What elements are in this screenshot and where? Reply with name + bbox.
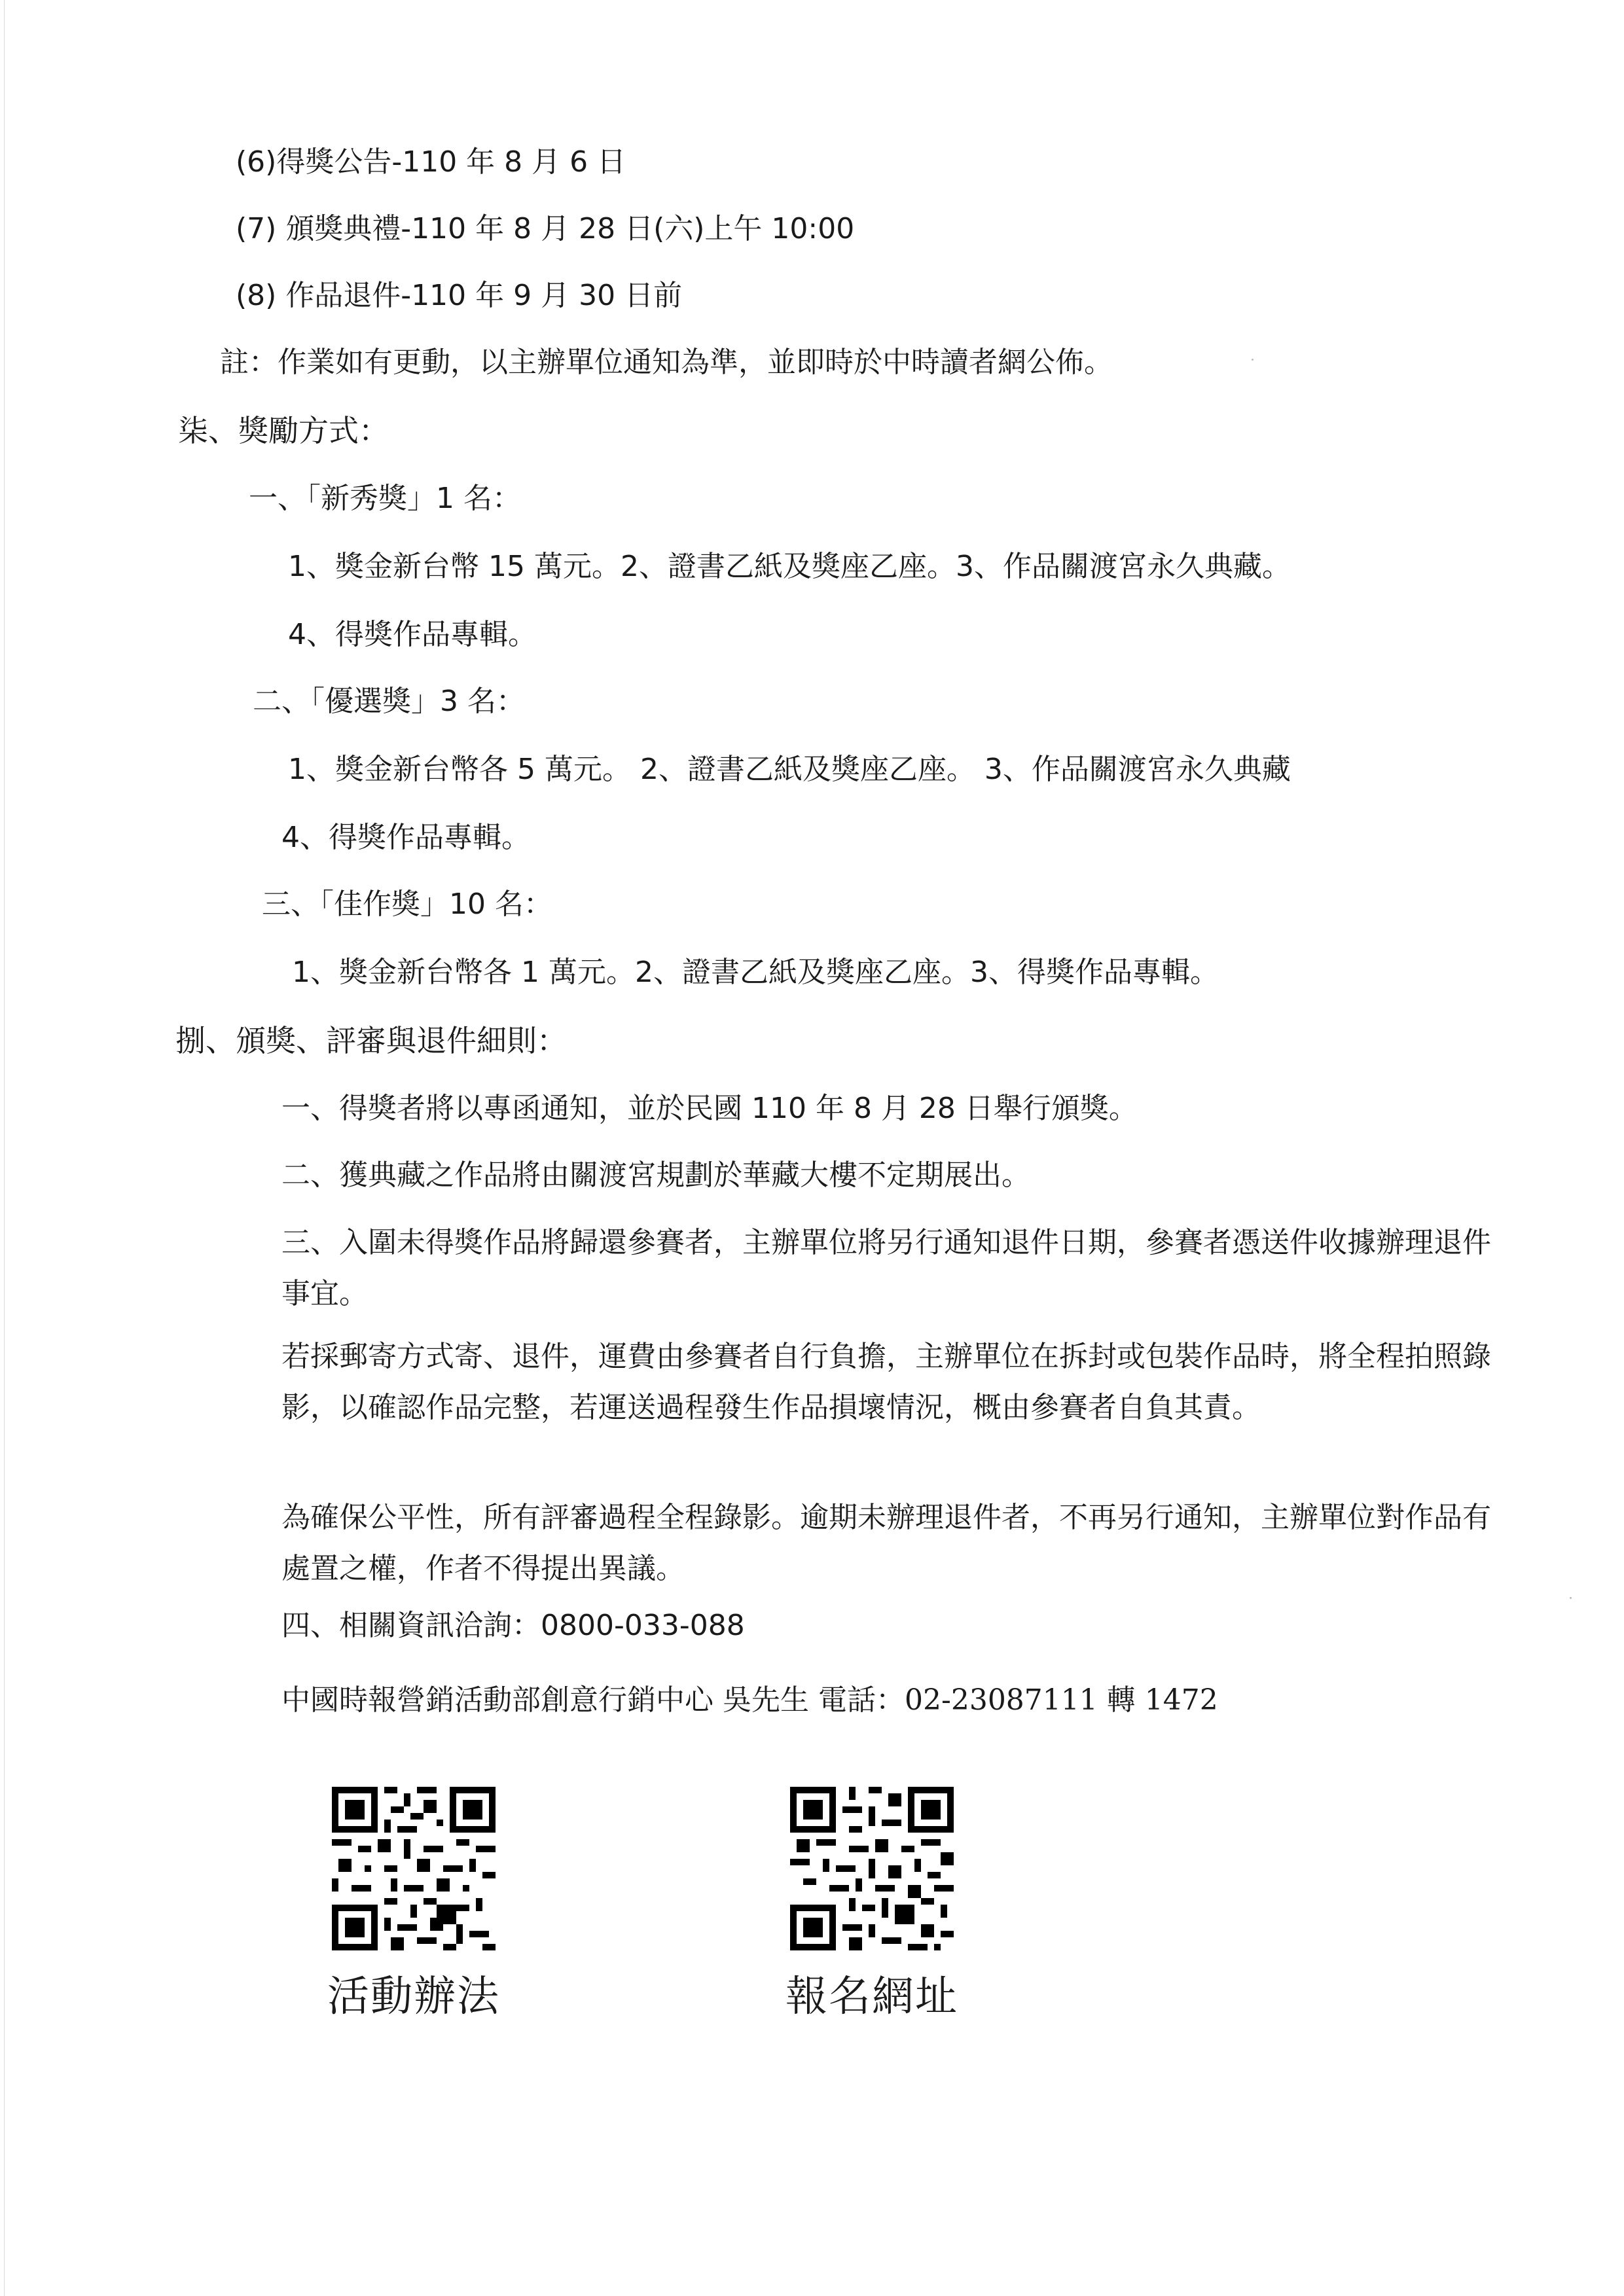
award-new-talent-title: 一、「新秀獎」1 名： [249, 482, 521, 515]
schedule-item-6: (6)得獎公告-110 年 8 月 6 日 [236, 145, 626, 179]
contact-info: 中國時報營銷活動部創意行銷中心 吳先生 電話：02-23087111 轉 1472 [281, 1683, 1218, 1717]
schedule-note: 註：作業如有更動，以主辦單位通知為準，並即時於中時讀者網公佈。 [220, 346, 1113, 379]
schedule-item-8: (8) 作品退件-110 年 9 月 30 日前 [236, 279, 683, 312]
rule-item-3: 三、入圍未得獎作品將歸還參賽者，主辦單位將另行通知退件日期，參賽者憑送件收據辦理退件事宜。 [281, 1226, 1491, 1310]
award-excellence-line: 1、獎金新台幣各 5 萬元。 2、證書乙紙及獎座乙座。 3、作品關渡宮永久典藏 [288, 753, 1291, 786]
section-7-title: 柒、獎勵方式： [178, 413, 389, 448]
qr-caption-rules: 活動辦法 [327, 1973, 500, 2021]
award-new-talent-line: 4、得獎作品專輯。 [288, 618, 537, 651]
rule-item-1: 一、得獎者將以專函通知，並於民國 110 年 8 月 28 日舉行頒獎。 [281, 1092, 1138, 1125]
qr-caption-register: 報名網址 [785, 1973, 958, 2021]
qr-block-rules [316, 1787, 512, 2026]
qr-block-register [774, 1787, 970, 2026]
section-8-title: 捌、頒獎、評審與退件細則： [175, 1023, 567, 1058]
scan-speck [1570, 1597, 1572, 1599]
award-excellence-title: 二、「優選獎」3 名： [253, 685, 525, 718]
scan-speck [1252, 359, 1254, 361]
award-new-talent-line: 1、獎金新台幣 15 萬元。2、證書乙紙及獎座乙座。3、作品關渡宮永久典藏。 [288, 550, 1291, 583]
award-merit-line: 1、獎金新台幣各 1 萬元。2、證書乙紙及獎座乙座。3、得獎作品專輯。 [292, 956, 1219, 989]
scan-edge [4, 0, 5, 2296]
rule-item-3-shipping: 若採郵寄方式寄、退件，運費由參賽者自行負擔，主辦單位在拆封或包裝作品時，將全程拍照錄影，以確認作品完整，若運送過程發生作品損壞情況，概由參賽者自負其責。 [281, 1340, 1491, 1424]
qr-code-icon [790, 1787, 954, 1950]
award-excellence-line: 4、得獎作品專輯。 [281, 821, 530, 854]
rule-item-3-fairness: 為確保公平性，所有評審過程全程錄影。逾期未辦理退件者，不再另行通知，主辦單位對作品有處置之權，作者不得提出異議。 [281, 1501, 1491, 1585]
rule-item-2: 二、獲典藏之作品將由關渡宮規劃於華藏大樓不定期展出。 [281, 1158, 1030, 1192]
award-merit-title: 三、「佳作獎」10 名： [262, 888, 552, 921]
schedule-item-7: (7) 頒獎典禮-110 年 8 月 28 日(六)上午 10:00 [236, 212, 855, 245]
rule-item-4: 四、相關資訊洽詢：0800-033-088 [281, 1609, 745, 1642]
qr-code-icon [332, 1787, 496, 1950]
